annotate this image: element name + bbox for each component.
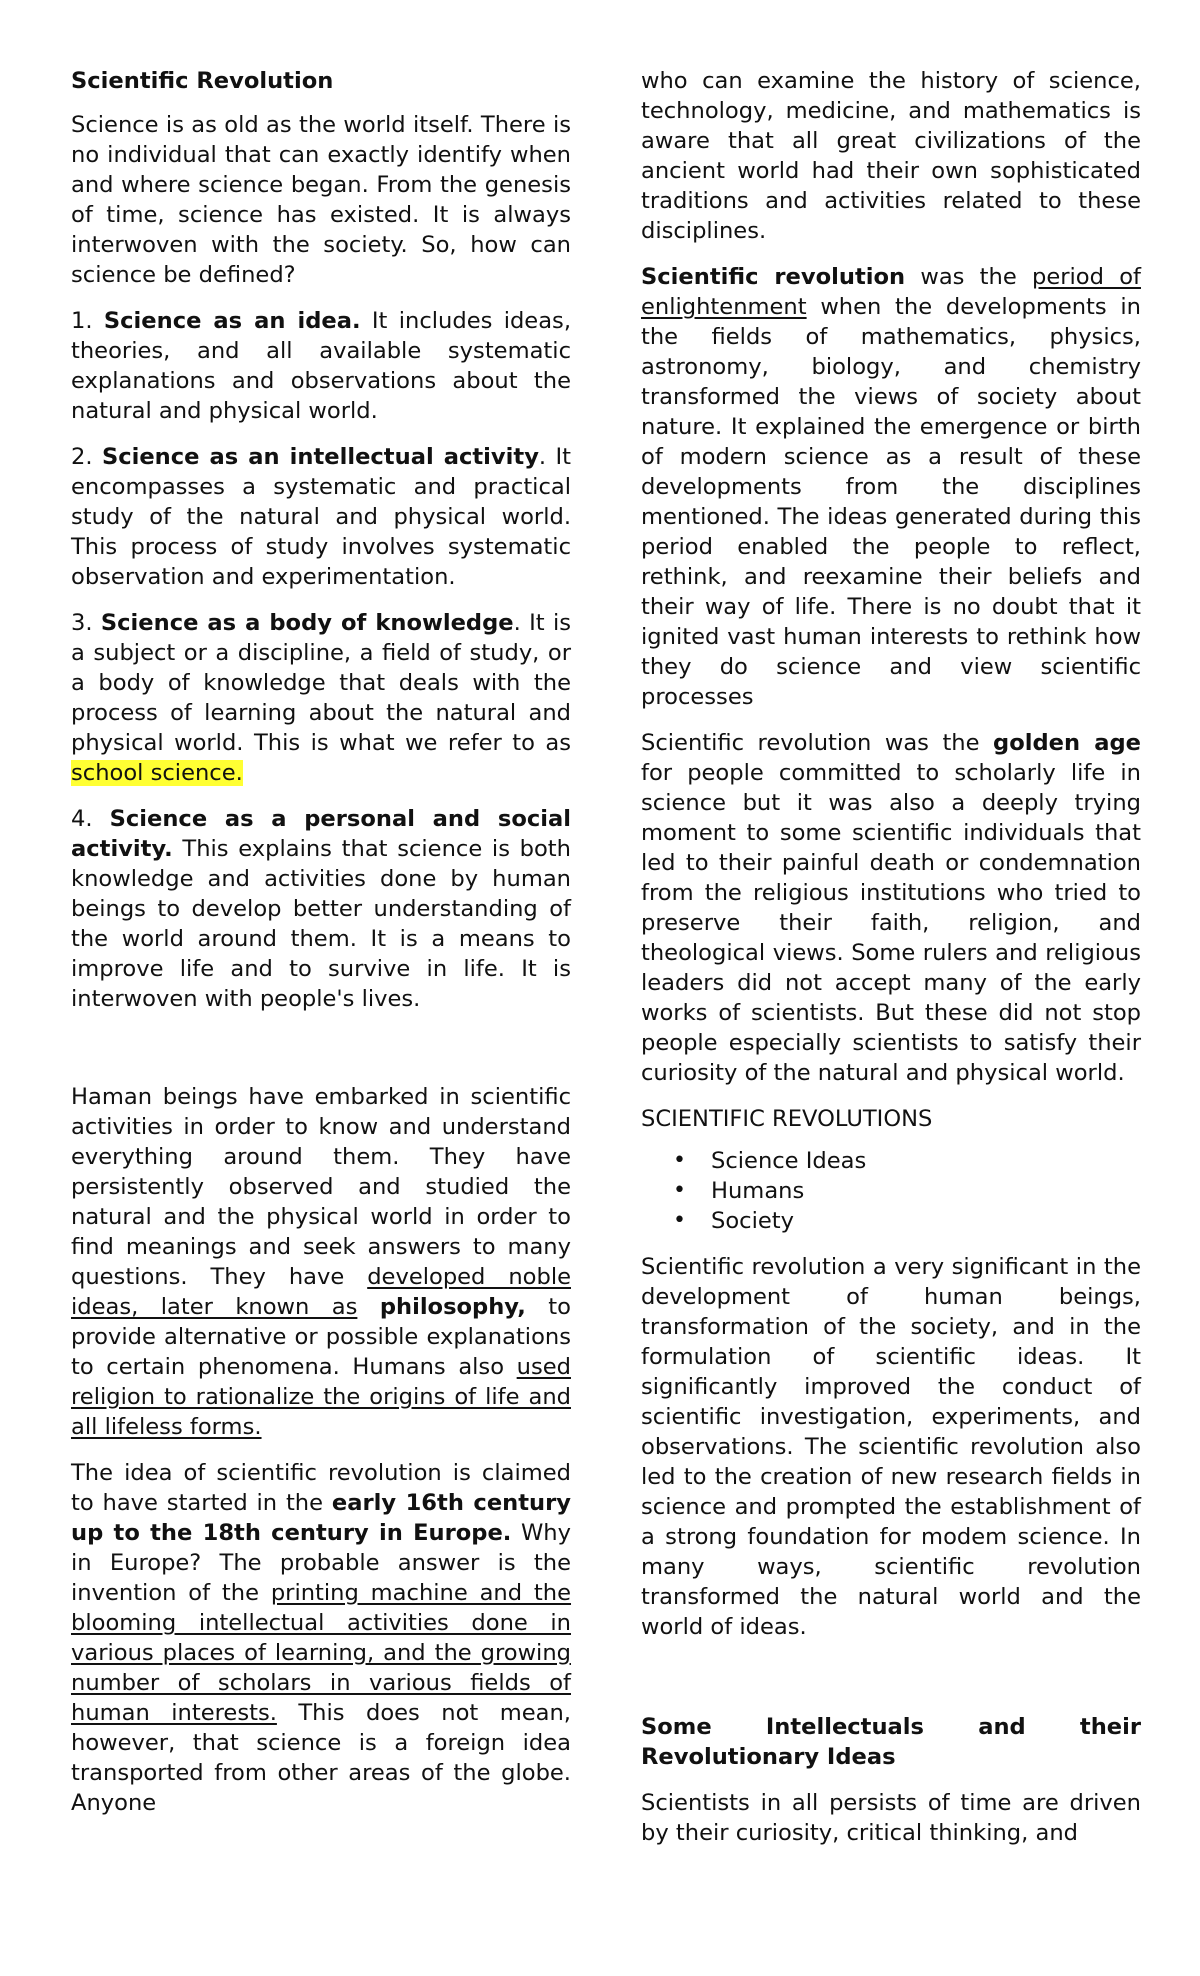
paragraph-text: Why in Europe? The probable answer is the invention of the <box>71 1520 571 1606</box>
list-item <box>673 1176 1141 1206</box>
bullet-icon: • <box>673 1208 686 1233</box>
continuation-paragraph: who can examine the history of science, technology, medicine, and mathematics is aware that all great civilizations of the ancient world had their own sophisticated traditions and activities related to these disciplines. <box>641 68 1141 244</box>
list-item-label: Humans <box>711 1178 805 1204</box>
right-column <box>641 66 1141 1864</box>
paragraph-text: Scientific revolution was the <box>641 730 994 756</box>
bold-term: philosophy, <box>379 1294 526 1320</box>
significance-paragraph: Scientific revolution a very significant in the development of human beings, transformation of the society, and in the formulation of scientific ideas. It significantly improved the conduct of scientific investigation, experiments, and observations. The scientific revolution also led to the creation of new research fields in science and prompted the establishment of a strong foundation for modem science. In many ways, scientific revolution transformed the natural world and the world of ideas. <box>641 1254 1141 1640</box>
definition-heading: Science as an idea. <box>103 308 361 334</box>
paragraph-text: to provide alternative or possible explanations to certain phenomena. Humans also <box>71 1294 571 1380</box>
paragraph-text: Haman beings have embarked in scientific activities in order to know and understand everything around them. They have persistently observed and studied the natural and the physical world in order to find meanings and seek answers to many questions. They have <box>71 1084 571 1290</box>
paragraph-text: when the developments in the fields of mathematics, physics, astronomy, biology, and chemistry transformed the views of society about nature. It explained the emergence or birth of modern science as a result of these developments from the disciplines mentioned. The ideas generated during this period enabled the people to reflect, rethink, and reexamine their beliefs and their way of life. There is no doubt that it ignited vast human interests to rethink how they do science and view scientific processes <box>641 294 1141 710</box>
golden-age-paragraph <box>641 728 1141 1088</box>
paragraph-text: This does not mean, however, that science is a foreign idea transported from other areas of the globe. Anyone <box>71 1700 571 1816</box>
definition-heading: Science as a body of knowledge <box>100 610 514 636</box>
human-activities-paragraph <box>71 1082 571 1442</box>
paragraph-text: was the <box>905 264 1032 290</box>
definition-text: . It is a subject or a discipline, a field of study, or a body of knowledge that deals with the process of learning about the natural and physical world. This is what we refer to as <box>71 610 571 756</box>
list-item-label: Society <box>711 1208 794 1234</box>
definition-1 <box>71 306 571 426</box>
highlighted-text: school science. <box>71 760 243 786</box>
scientific-revolution-paragraph <box>641 262 1141 712</box>
bold-term: golden age <box>993 730 1141 756</box>
list-item <box>673 1146 1141 1176</box>
definition-heading: Science as an intellectual activity <box>101 444 539 470</box>
definition-text: This explains that science is both knowledge and activities done by human beings to develop better understanding of the world around them. It is a means to improve life and to survive in life. It is interwoven with people's lives. <box>71 836 571 1012</box>
paragraph-text: for people committed to scholarly life in science but it was also a deeply trying moment to some scientific individuals that led to their painful death or condemnation from the religious institutions who tried to preserve their faith, religion, and theological views. Some rulers and religious leaders did not accept many of the early works of scientists. But these did not stop people especially scientists to satisfy their curiosity of the natural and physical world. <box>641 760 1141 1086</box>
revolutions-list <box>641 1146 1141 1236</box>
intro-paragraph: Science is as old as the world itself. There is no individual that can exactly identify when and where science began. From the genesis of time, science has existed. It is always interwoven with the society. So, how can science be defined? <box>71 112 571 288</box>
definition-number: 1. <box>71 308 104 334</box>
definition-2 <box>71 442 571 592</box>
underlined-text: developed noble ideas, later known as <box>71 1264 571 1320</box>
definition-heading: Science as a personal and social activity. <box>71 806 571 862</box>
definition-number: 4. <box>71 806 110 832</box>
definition-number: 2. <box>71 444 102 470</box>
definition-text: It includes ideas, theories, and all available systematic explanations and observations about the natural and physical world. <box>71 308 572 424</box>
closing-paragraph: Scientists in all persists of time are driven by their curiosity, critical thinking, and <box>641 1790 1141 1846</box>
list-item <box>673 1206 1141 1236</box>
definition-number: 3. <box>71 610 101 636</box>
paragraph-text: The idea of scientific revolution is claimed to have started in the <box>71 1460 571 1516</box>
underlined-text: used religion to rationalize the origins of life and all lifeless forms. <box>71 1354 571 1440</box>
left-column <box>71 66 571 1834</box>
underlined-text: printing machine and the blooming intellectual activities done in various places of learning, and the growing number of scholars in various fields of human interests. <box>71 1580 572 1726</box>
definition-text: . It encompasses a systematic and practical study of the natural and physical world. This process of study involves systematic observation and experimentation. <box>71 444 571 590</box>
list-item-label: Science Ideas <box>711 1148 867 1174</box>
underlined-text: period of enlightenment <box>641 264 1141 320</box>
section-heading-text: Some Intellectuals and their Revolutionary Ideas <box>641 1714 1141 1770</box>
definition-3 <box>71 608 571 788</box>
origin-paragraph <box>71 1458 571 1818</box>
bold-term: Scientific revolution <box>641 264 906 290</box>
bullet-icon: • <box>673 1148 686 1173</box>
bold-term: early 16th century up to the 18th century in Europe. <box>71 1490 571 1546</box>
section-heading <box>641 1712 1141 1772</box>
list-heading: SCIENTIFIC REVOLUTIONS <box>641 1106 933 1132</box>
bullet-icon: • <box>673 1178 686 1203</box>
paragraph-text <box>357 1294 379 1320</box>
definition-4 <box>71 804 571 1014</box>
page-title: Scientific Revolution <box>71 68 334 94</box>
